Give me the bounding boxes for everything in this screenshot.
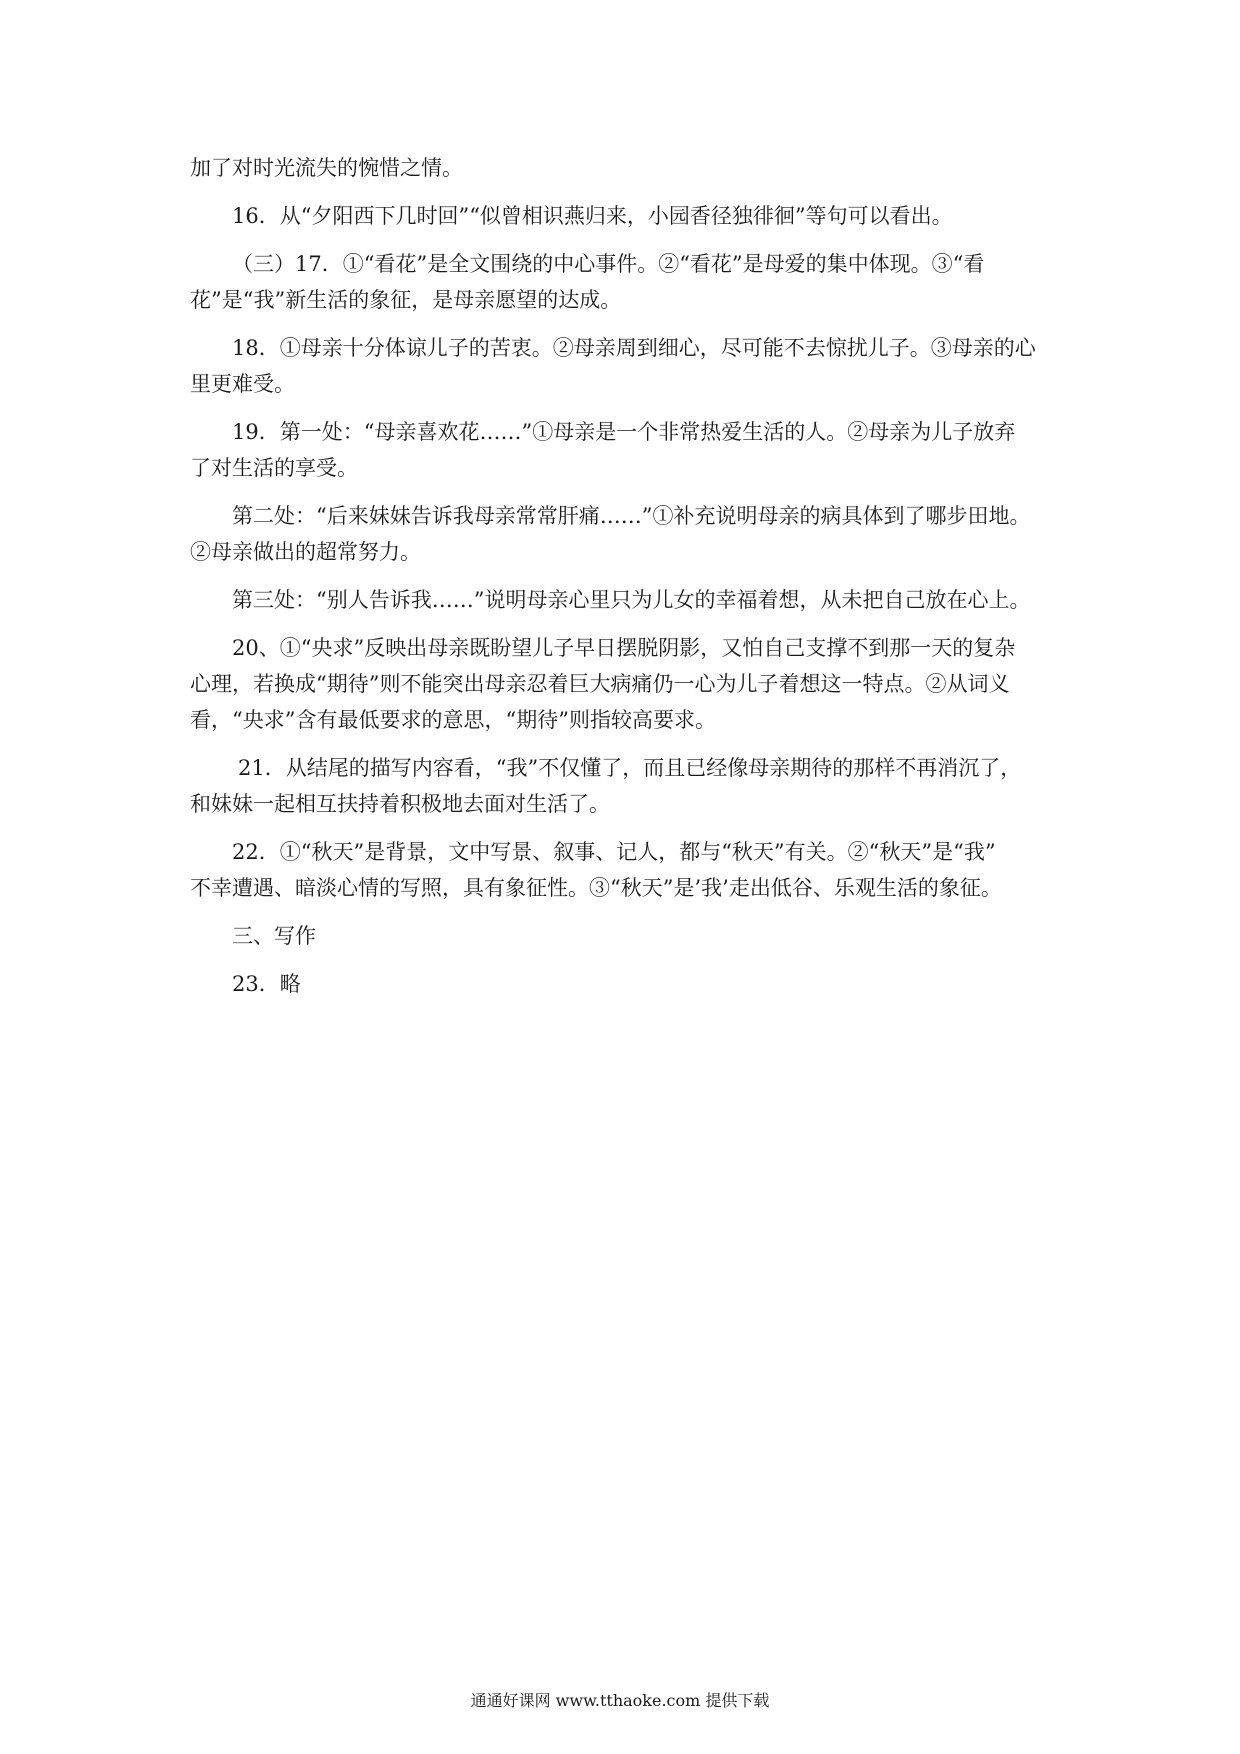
answer-23: 23．略 [232, 972, 301, 996]
answer-21-line-1: 21．从结尾的描写内容看，“我”不仅懂了，而且已经像母亲期待的那样不再消沉了， [238, 756, 1022, 780]
answer-18-line-1: 18．①母亲十分体谅儿子的苦衷。②母亲周到细心，尽可能不去惊扰儿子。③母亲的心 [232, 336, 1036, 360]
answer-19-second [190, 498, 1060, 570]
answer-22 [190, 834, 1060, 906]
answer-19-second-line-2: ②母亲做出的超常努力。 [190, 540, 421, 564]
answer-20 [190, 630, 1060, 738]
answer-document [190, 150, 1060, 1014]
answer-20-line-2: 心理，若换成“期待”则不能突出母亲忍着巨大病痛仍一心为儿子着想这一特点。②从词义 [190, 672, 1010, 696]
answer-19-third: 第三处：“别人告诉我……”说明母亲心里只为儿女的幸福着想，从未把自己放在心上。 [232, 588, 1031, 612]
answer-15-continuation: 加了对时光流失的惋惜之情。 [190, 156, 463, 180]
answer-20-line-3: 看，“央求”含有最低要求的意思，“期待”则指较高要求。 [190, 708, 716, 732]
answer-19-second-line-1: 第二处：“后来妹妹告诉我母亲常常肝痛……”①补充说明母亲的病具体到了哪步田地。 [232, 504, 1031, 528]
section-heading-writing: 三、写作 [232, 924, 316, 948]
answer-21 [190, 750, 1060, 822]
answer-20-line-1: 20、①“央求”反映出母亲既盼望儿子早日摆脱阴影，又怕自己支撑不到那一天的复杂 [232, 636, 1016, 660]
page-footer: 通通好课网 www.tthaoke.com 提供下载 [470, 1691, 770, 1710]
answer-18-line-2: 里更难受。 [190, 372, 295, 396]
answer-21-line-2: 和妹妹一起相互扶持着积极地去面对生活了。 [190, 792, 610, 816]
answer-19-line-1: 19．第一处：“母亲喜欢花……”①母亲是一个非常热爱生活的人。②母亲为儿子放弃 [232, 420, 1016, 444]
answer-19-first [190, 414, 1060, 486]
answer-17 [190, 246, 1060, 318]
answer-22-line-1: 22．①“秋天”是背景，文中写景、叙事、记人，都与“秋天”有关。②“秋天”是“我” [232, 840, 996, 864]
answer-16: 16．从“夕阳西下几时回”“似曾相识燕归来，小园香径独徘徊”等句可以看出。 [232, 204, 953, 228]
answer-18 [190, 330, 1060, 402]
answer-22-line-2: 不幸遭遇、暗淡心情的写照，具有象征性。③“秋天”是’我’走出低谷、乐观生活的象征。 [190, 876, 1002, 900]
answer-19-line-2: 了对生活的享受。 [190, 456, 358, 480]
answer-17-line-1: （三）17．①“看花”是全文围绕的中心事件。②“看花”是母爱的集中体现。③“看 [232, 252, 985, 276]
answer-17-line-2: 花”是“我”新生活的象征，是母亲愿望的达成。 [190, 288, 622, 312]
